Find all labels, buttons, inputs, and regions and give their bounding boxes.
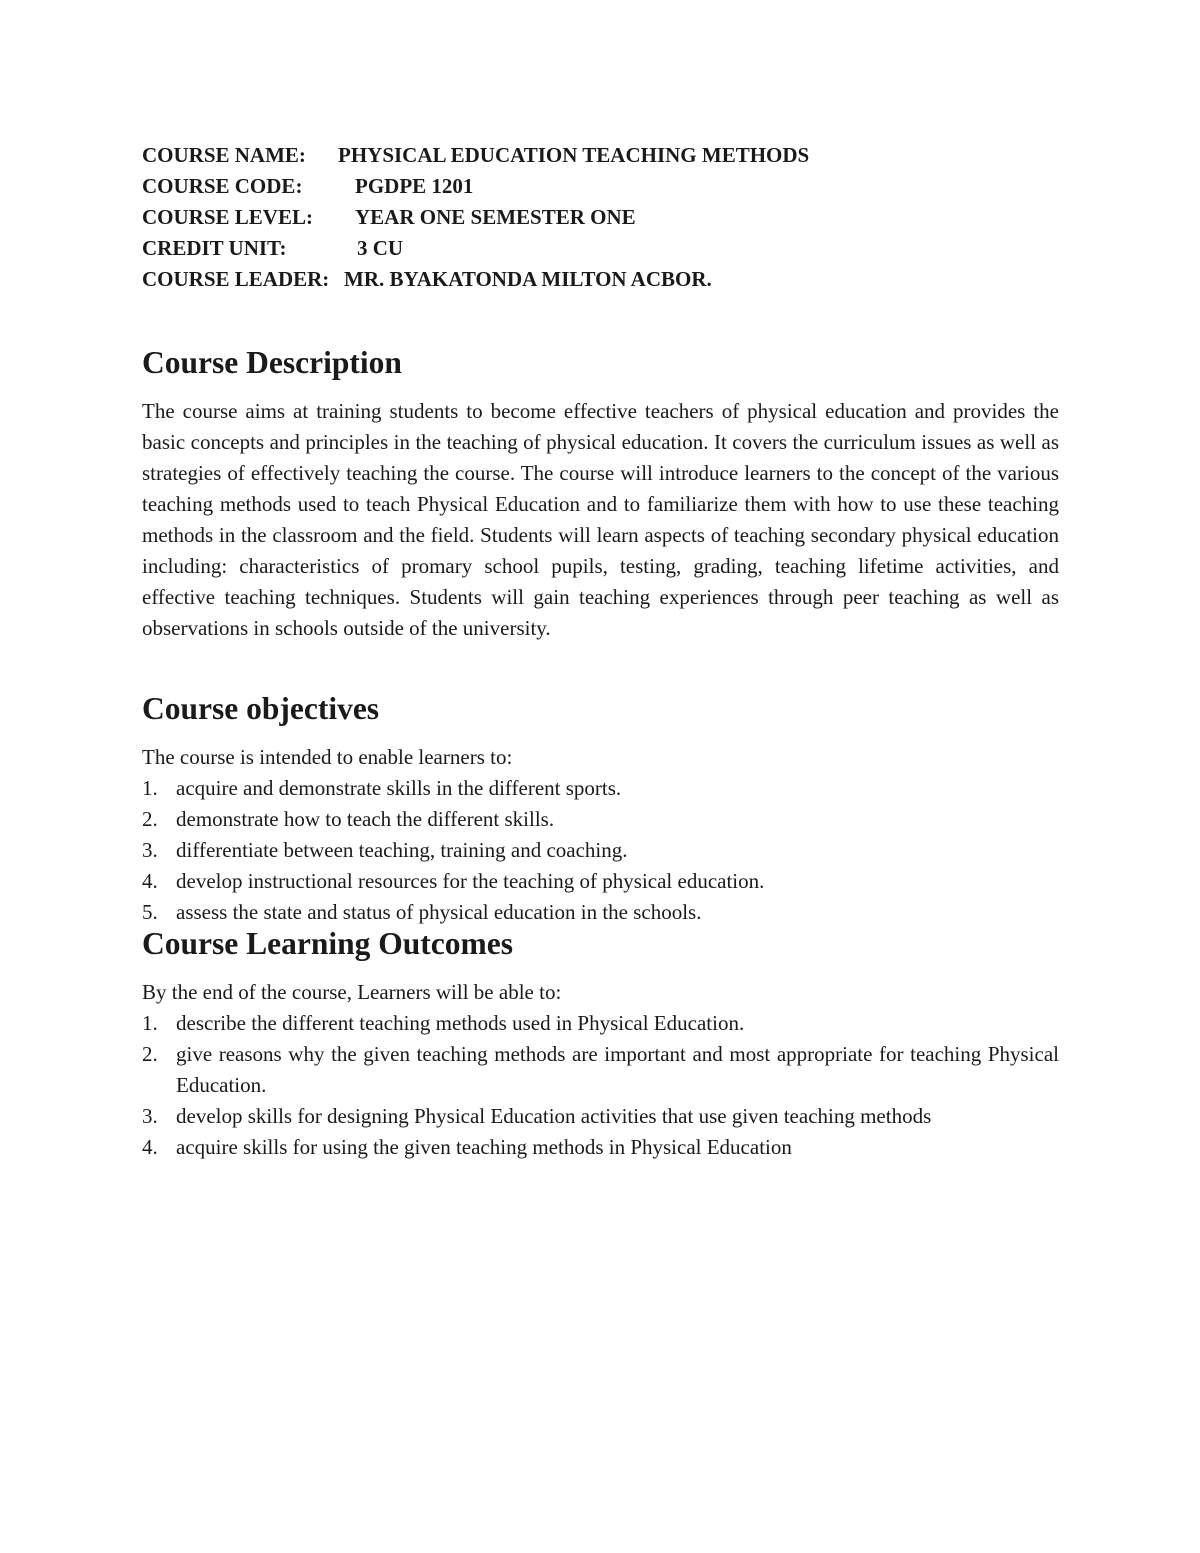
meta-key: COURSE LEADER:: [142, 267, 330, 291]
list-number: 1.: [142, 776, 158, 800]
list-number: 2.: [142, 1042, 158, 1066]
list-text: demonstrate how to teach the different skills.: [176, 807, 555, 831]
description-paragraph: The course aims at training students to become effective teachers of physical education and provides the basic concepts and principles in the teaching of physical education. It covers the curriculum issues as well as strategies of effectively teaching the course. The course will introduce learners to the concept of the various teaching methods used to teach Physical Education and to familiarize them with how to use these teaching methods in the classroom and the field. Students will learn aspects of teaching secondary physical education including: characteristics of promary school pupils, testing, grading, teaching lifetime activities, and effective teaching techniques. Students will gain teaching experiences through peer teaching as well as observations in schools outside of the university.: [142, 399, 1059, 640]
list-number: 4.: [142, 1135, 158, 1159]
meta-course-level: [142, 202, 1059, 233]
list-text: differentiate between teaching, training and coaching.: [176, 838, 628, 862]
objectives-intro: The course is intended to enable learners to:: [142, 745, 513, 769]
list-text: assess the state and status of physical education in the schools.: [176, 900, 702, 924]
list-text: describe the different teaching methods used in Physical Education.: [176, 1011, 745, 1035]
list-item: [142, 773, 1059, 804]
list-item: [142, 1101, 1059, 1132]
section-heading-objectives: Course objectives: [142, 691, 380, 726]
meta-course-leader: [142, 264, 1059, 295]
meta-key: COURSE LEVEL:: [142, 205, 313, 229]
list-text: give reasons why the given teaching methods are important and most appropriate for teaching Physical Education.: [176, 1042, 1059, 1097]
meta-value: PGDPE 1201: [355, 174, 474, 198]
list-number: 4.: [142, 869, 158, 893]
document-page: [142, 140, 1059, 1163]
list-text: develop skills for designing Physical Education activities that use given teaching methods: [176, 1104, 932, 1128]
meta-value: 3 CU: [357, 236, 404, 260]
meta-course-name: [142, 140, 1059, 171]
list-item: [142, 835, 1059, 866]
list-item: [142, 897, 1059, 928]
outcomes-list: [142, 1008, 1059, 1163]
list-item: [142, 1008, 1059, 1039]
list-number: 3.: [142, 838, 158, 862]
meta-value: MR. BYAKATONDA MILTON ACBOR.: [344, 267, 712, 291]
list-item: [142, 1132, 1059, 1163]
list-text: acquire skills for using the given teaching methods in Physical Education: [176, 1135, 792, 1159]
meta-key: CREDIT UNIT:: [142, 236, 287, 260]
list-text: acquire and demonstrate skills in the different sports.: [176, 776, 622, 800]
meta-value: PHYSICAL EDUCATION TEACHING METHODS: [338, 143, 810, 167]
list-item: [142, 1039, 1059, 1101]
list-number: 5.: [142, 900, 158, 924]
meta-value: YEAR ONE SEMESTER ONE: [355, 205, 636, 229]
list-item: [142, 804, 1059, 835]
objectives-list: [142, 773, 1059, 928]
outcomes-intro: By the end of the course, Learners will be able to:: [142, 980, 562, 1004]
list-item: [142, 866, 1059, 897]
list-number: 3.: [142, 1104, 158, 1128]
course-meta: [142, 140, 1059, 295]
meta-course-code: [142, 171, 1059, 202]
meta-key: COURSE CODE:: [142, 174, 303, 198]
list-number: 1.: [142, 1011, 158, 1035]
meta-key: COURSE NAME:: [142, 143, 306, 167]
list-text: develop instructional resources for the teaching of physical education.: [176, 869, 765, 893]
section-heading-description: Course Description: [142, 345, 402, 380]
list-number: 2.: [142, 807, 158, 831]
meta-credit-unit: [142, 233, 1059, 264]
section-heading-outcomes: Course Learning Outcomes: [142, 926, 513, 961]
